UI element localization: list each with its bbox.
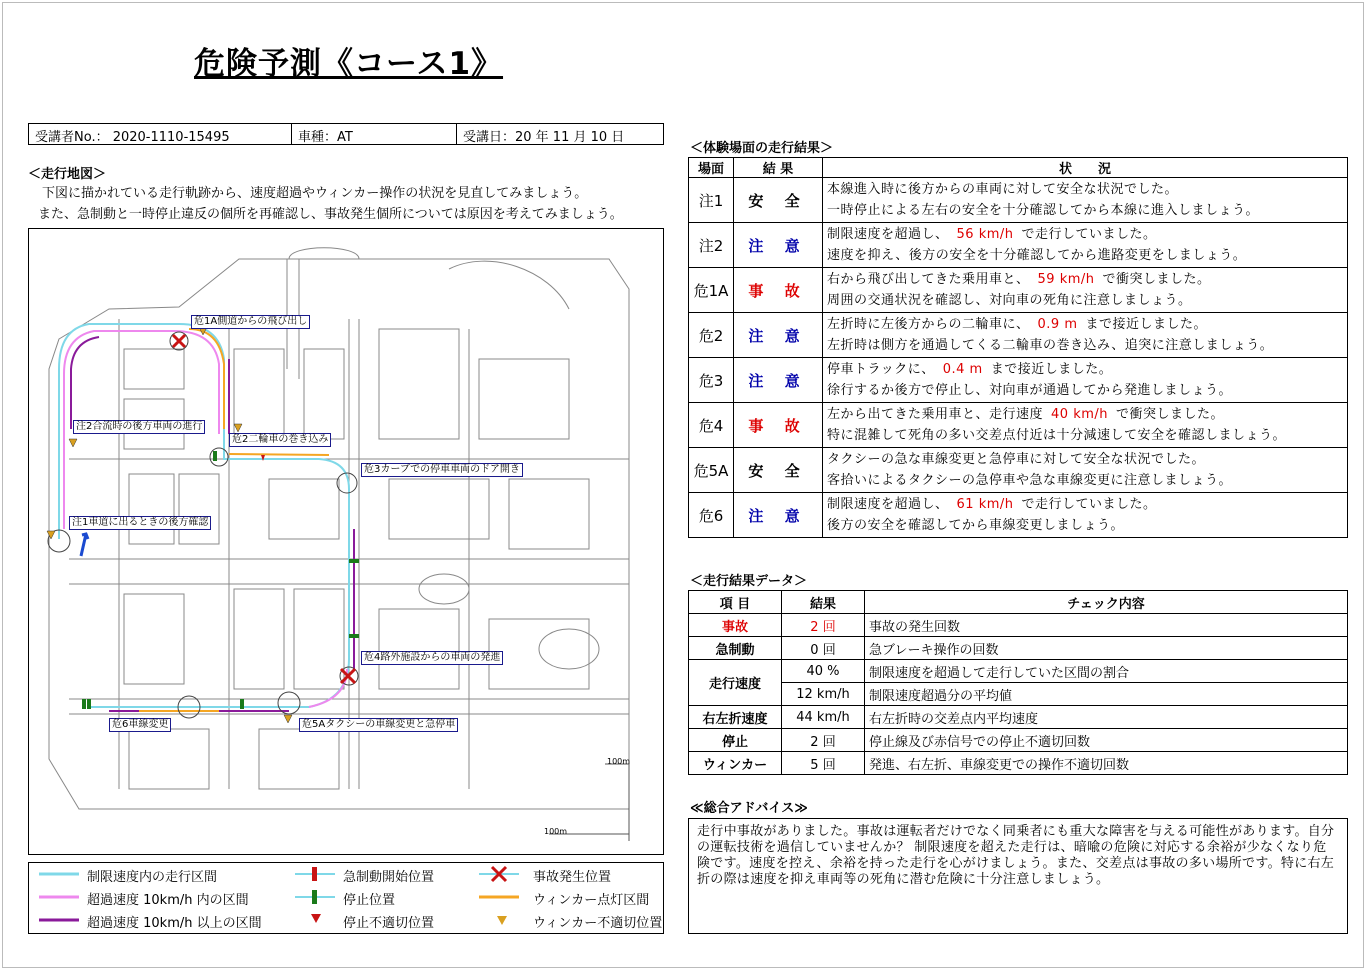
status-line1 xyxy=(827,449,1343,470)
scene-cell: 注1 xyxy=(689,178,734,223)
data-row xyxy=(689,660,1348,683)
status-cell xyxy=(823,223,1348,268)
results-row xyxy=(689,448,1348,493)
scene-cell: 危2 xyxy=(689,313,734,358)
results-heading: ＜体験場面の走行結果＞ xyxy=(690,141,834,156)
status-line2: 左折時は側方を通過してくる二輪車の巻き込み、追突に注意しましょう。 xyxy=(827,338,1274,353)
trainee-number: 受講者No.： 2020-1110-15495 xyxy=(29,124,292,144)
result-cell: 事 故 xyxy=(734,403,823,448)
status-cell xyxy=(823,268,1348,313)
status-value: 61 km/h xyxy=(956,497,1014,512)
scale-vertical: 100m xyxy=(607,757,631,766)
status-cell xyxy=(823,448,1348,493)
label-danger-1a: 危1A側道からの飛び出し xyxy=(191,315,310,329)
data-header-desc: チェック内容 xyxy=(865,591,1348,614)
data-value-cell: 2 回 xyxy=(782,729,865,752)
data-value-cell: 0 回 xyxy=(782,637,865,660)
status-value: 59 km/h xyxy=(1037,272,1095,287)
results-row xyxy=(689,358,1348,403)
data-row xyxy=(689,706,1348,729)
vehicle-type: 車種：AT xyxy=(292,124,457,144)
results-header-status: 状 況 xyxy=(823,158,1348,178)
data-desc-cell: 停止線及び赤信号での停止不適切回数 xyxy=(865,729,1348,752)
label-danger-6: 危6車線変更 xyxy=(109,718,171,732)
label-caution-2: 注2合流時の後方車両の進行 xyxy=(73,420,205,434)
legend-improper-stop: 停止不適切位置 xyxy=(343,916,435,931)
data-desc-cell: 右左折時の交差点内平均速度 xyxy=(865,706,1348,729)
results-row xyxy=(689,178,1348,223)
results-row xyxy=(689,223,1348,268)
scene-cell: 危3 xyxy=(689,358,734,403)
data-value-cell: 2 回 xyxy=(782,614,865,637)
map-legend xyxy=(28,862,664,934)
status-line2: 徐行するか後方で停止し、対向車が通過してから発進しましょう。 xyxy=(827,383,1233,398)
results-row xyxy=(689,268,1348,313)
data-value-cell: 44 km/h xyxy=(782,706,865,729)
results-row xyxy=(689,493,1348,538)
label-caution-1: 注1車道に出るときの後方確認 xyxy=(69,516,211,530)
results-row xyxy=(689,313,1348,358)
label-danger-3: 危3カーブでの停車車両のドア開き xyxy=(361,463,523,477)
status-text: 停車トラックに、 xyxy=(827,362,935,377)
data-row xyxy=(689,614,1348,637)
status-text: 左から出てきた乗用車と、走行速度 xyxy=(827,407,1044,422)
map-intro-line1: 下図に描かれている走行軌跡から、速度超過やウィンカー操作の状況を見直してみましょう。 xyxy=(42,186,588,201)
legend-over-small: 超過速度 10km/h 内の区間 xyxy=(87,893,249,908)
result-cell: 安 全 xyxy=(734,448,823,493)
data-header-item: 項 目 xyxy=(689,591,782,614)
result-cell: 注 意 xyxy=(734,358,823,403)
data-desc-cell: 制限速度を超過して走行していた区間の割合 xyxy=(865,660,1348,683)
status-text: 制限速度を超過し、 xyxy=(827,227,949,242)
status-value: 0.9 m xyxy=(1037,317,1078,332)
status-line1 xyxy=(827,494,1343,515)
status-line1 xyxy=(827,404,1343,425)
status-text: 左折時に左後方からの二輪車に、 xyxy=(827,317,1030,332)
legend-stop: 停止位置 xyxy=(343,893,396,908)
result-cell: 事 故 xyxy=(734,268,823,313)
status-value: 40 km/h xyxy=(1051,407,1109,422)
info-bar xyxy=(28,123,664,145)
status-line2: 特に混雑して死角の多い交差点付近は十分減速して安全を確認しましょう。 xyxy=(827,428,1287,443)
status-line1 xyxy=(827,224,1343,245)
status-line1 xyxy=(827,179,1343,200)
data-item-cell: ウィンカー xyxy=(689,752,782,775)
legend-over-big: 超過速度 10km/h 以上の区間 xyxy=(87,916,262,931)
results-row xyxy=(689,403,1348,448)
data-item-cell: 急制動 xyxy=(689,637,782,660)
status-text-tail: まで接近しました。 xyxy=(990,362,1113,377)
label-danger-4: 危4路外施設からの車両の発進 xyxy=(361,651,503,665)
results-header-result: 結 果 xyxy=(734,158,823,178)
legend-accident: 事故発生位置 xyxy=(533,870,612,885)
data-desc-cell: 急ブレーキ操作の回数 xyxy=(865,637,1348,660)
data-item-cell: 右左折速度 xyxy=(689,706,782,729)
status-text-tail: で走行していました。 xyxy=(1021,497,1157,512)
scale-horizontal: 100m xyxy=(544,827,568,836)
legend-winker-improper: ウィンカー不適切位置 xyxy=(533,916,663,931)
scene-cell: 危5A xyxy=(689,448,734,493)
status-line1 xyxy=(827,314,1343,335)
results-header-scene: 場面 xyxy=(689,158,734,178)
legend-winker: ウィンカー点灯区間 xyxy=(533,893,650,908)
status-line2: 周囲の交通状況を確認し、対向車の死角に注意しましょう。 xyxy=(827,293,1192,308)
status-cell xyxy=(823,358,1348,403)
data-header-value: 結果 xyxy=(782,591,865,614)
legend-in-limit: 制限速度内の走行区間 xyxy=(87,870,218,885)
status-line2: 速度を抑え、後方の安全を十分確認してから進路変更をしましょう。 xyxy=(827,248,1247,263)
course-date: 受講日：20 年 11 月 10 日 xyxy=(463,130,625,145)
status-cell xyxy=(823,403,1348,448)
status-text: 制限速度を超過し、 xyxy=(827,497,949,512)
data-value-cell: 12 km/h xyxy=(782,683,865,706)
data-row xyxy=(689,683,1348,706)
advice-heading: ≪総合アドバイス≫ xyxy=(690,801,808,816)
page-title: 危険予測《コース1》 xyxy=(194,46,504,82)
result-cell: 安 全 xyxy=(734,178,823,223)
status-cell xyxy=(823,313,1348,358)
status-text-tail: まで接近しました。 xyxy=(1085,317,1208,332)
result-cell: 注 意 xyxy=(734,493,823,538)
status-line1 xyxy=(827,269,1343,290)
data-table xyxy=(688,590,1348,775)
status-cell xyxy=(823,178,1348,223)
data-row xyxy=(689,729,1348,752)
map-intro-line2: また、急制動と一時停止違反の個所を再確認し、事故発生個所については原因を考えてみましょう。 xyxy=(38,207,623,222)
scene-cell: 危4 xyxy=(689,403,734,448)
status-line2: 客拾いによるタクシーの急停車や急な車線変更に注意しましょう。 xyxy=(827,473,1233,488)
status-text-tail: で走行していました。 xyxy=(1021,227,1157,242)
map-heading: ＜走行地図＞ xyxy=(28,167,107,182)
status-cell xyxy=(823,493,1348,538)
results-table xyxy=(688,157,1348,538)
data-item-cell: 停止 xyxy=(689,729,782,752)
data-desc-cell: 事故の発生回数 xyxy=(865,614,1348,637)
data-row xyxy=(689,637,1348,660)
status-value: 56 km/h xyxy=(956,227,1014,242)
data-heading: ＜走行結果データ＞ xyxy=(690,574,808,589)
data-item-cell: 走行速度 xyxy=(689,660,782,706)
status-line1 xyxy=(827,359,1343,380)
legend-brake: 急制動開始位置 xyxy=(343,870,435,885)
course-map xyxy=(28,228,664,855)
status-line2: 後方の安全を確認してから車線変更しましょう。 xyxy=(827,518,1125,533)
advice-box: 走行中事故がありました。事故は運転者だけでなく同乗者にも重大な障害を与える可能性があります。自分の運転技術を過信していませんか？ 制限速度を超えた走行は、暗喩の危険に対応する余裕が少なくなり危険です。速度を控え、余裕を持った走行を心がけましょう。また、交差点は事故の多い場所です。特に右左折の際は速度を抑え車両等の死角に潜む危険に十分注意しましょう。 xyxy=(688,818,1348,934)
result-cell: 注 意 xyxy=(734,223,823,268)
data-desc-cell: 制限速度超過分の平均値 xyxy=(865,683,1348,706)
status-line2: 一時停止による左右の安全を十分確認してから本線に進入しましょう。 xyxy=(827,203,1260,218)
scene-cell: 注2 xyxy=(689,223,734,268)
result-cell: 注 意 xyxy=(734,313,823,358)
map-drawing xyxy=(29,229,664,855)
label-danger-5a: 危5Aタクシーの車線変更と急停車 xyxy=(299,718,458,732)
data-desc-cell: 発進、右左折、車線変更での操作不適切回数 xyxy=(865,752,1348,775)
status-text: 右から飛び出してきた乗用車と、 xyxy=(827,272,1030,287)
status-text: タクシーの急な車線変更と急停車に対して安全な状況でした。 xyxy=(827,452,1206,467)
status-text: 本線進入時に後方からの車両に対して安全な状況でした。 xyxy=(827,182,1179,197)
status-text-tail: で衝突しました。 xyxy=(1116,407,1225,422)
data-item-cell: 事故 xyxy=(689,614,782,637)
data-value-cell: 40 % xyxy=(782,660,865,683)
scene-cell: 危6 xyxy=(689,493,734,538)
scene-cell: 危1A xyxy=(689,268,734,313)
status-value: 0.4 m xyxy=(942,362,983,377)
data-value-cell: 5 回 xyxy=(782,752,865,775)
data-row xyxy=(689,752,1348,775)
status-text-tail: で衝突しました。 xyxy=(1102,272,1211,287)
label-danger-2: 危2二輪車の巻き込み xyxy=(229,433,331,447)
